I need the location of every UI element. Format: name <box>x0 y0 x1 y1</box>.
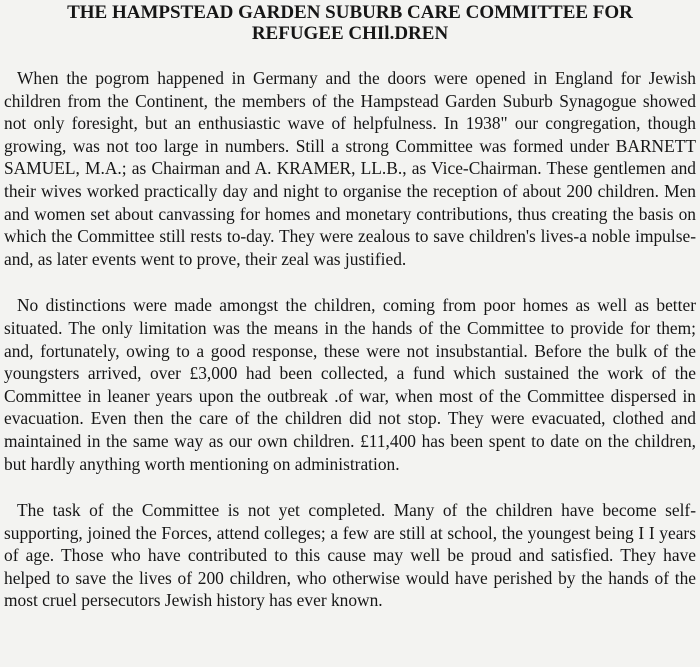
document-title <box>4 0 696 44</box>
paragraph-1: When the pogrom happened in Germany and the doors were opened in England for Jewish children from the Continent, the members of the Hampstead Garden Suburb Synagogue showed not only foresight, but an enthusiastic wave of helpfulness. In 1938" our congregation, though growing, was not too large in numbers. Still a strong Committee was formed under BARNETT SAMUEL, M.A.; as Chairman and A. KRAMER, LL.B., as Vice-Chairman. These gentlemen and their wives worked practically day and night to organise the reception of about 200 children. Men and women set about canvassing for homes and monetary contributions, thus creating the basis on which the Committee still rests to-day. They were zealous to save children's lives-a noble impulse-and, as later events went to prove, their zeal was justified. <box>4 68 696 269</box>
paragraph-3: The task of the Committee is not yet completed. Many of the children have become self-supporting, joined the Forces, attend colleges; a few are still at school, the youngest being I I years of age. Those who have contributed to this cause may well be proud and satisfied. They have helped to save the lives of 200 children, who otherwise would have perished by the hands of the most cruel persecutors Jewish history has ever known. <box>4 500 696 611</box>
title-line-2: REFUGEE CHIl.DREN <box>251 23 449 44</box>
paragraph-2: No distinctions were made amongst the children, coming from poor homes as well as better situated. The only limitation was the means in the hands of the Committee to provide for them; and, fortunately, owing to a good response, these were not insubstantial. Before the bulk of the youngsters arrived, over £3,000 had been collected, a fund which sustained the work of the Committee in leaner years upon the outbreak .of war, when most of the Committee dispersed in evacuation. Even then the care of the children did not stop. They were evacuated, clothed and maintained in the same way as our own children. £11,400 has been spent to date on the children, but hardly anything worth mentioning on administration. <box>4 295 696 474</box>
title-line-1: THE HAMPSTEAD GARDEN SUBURB CARE COMMITTEE FOR <box>67 2 633 23</box>
